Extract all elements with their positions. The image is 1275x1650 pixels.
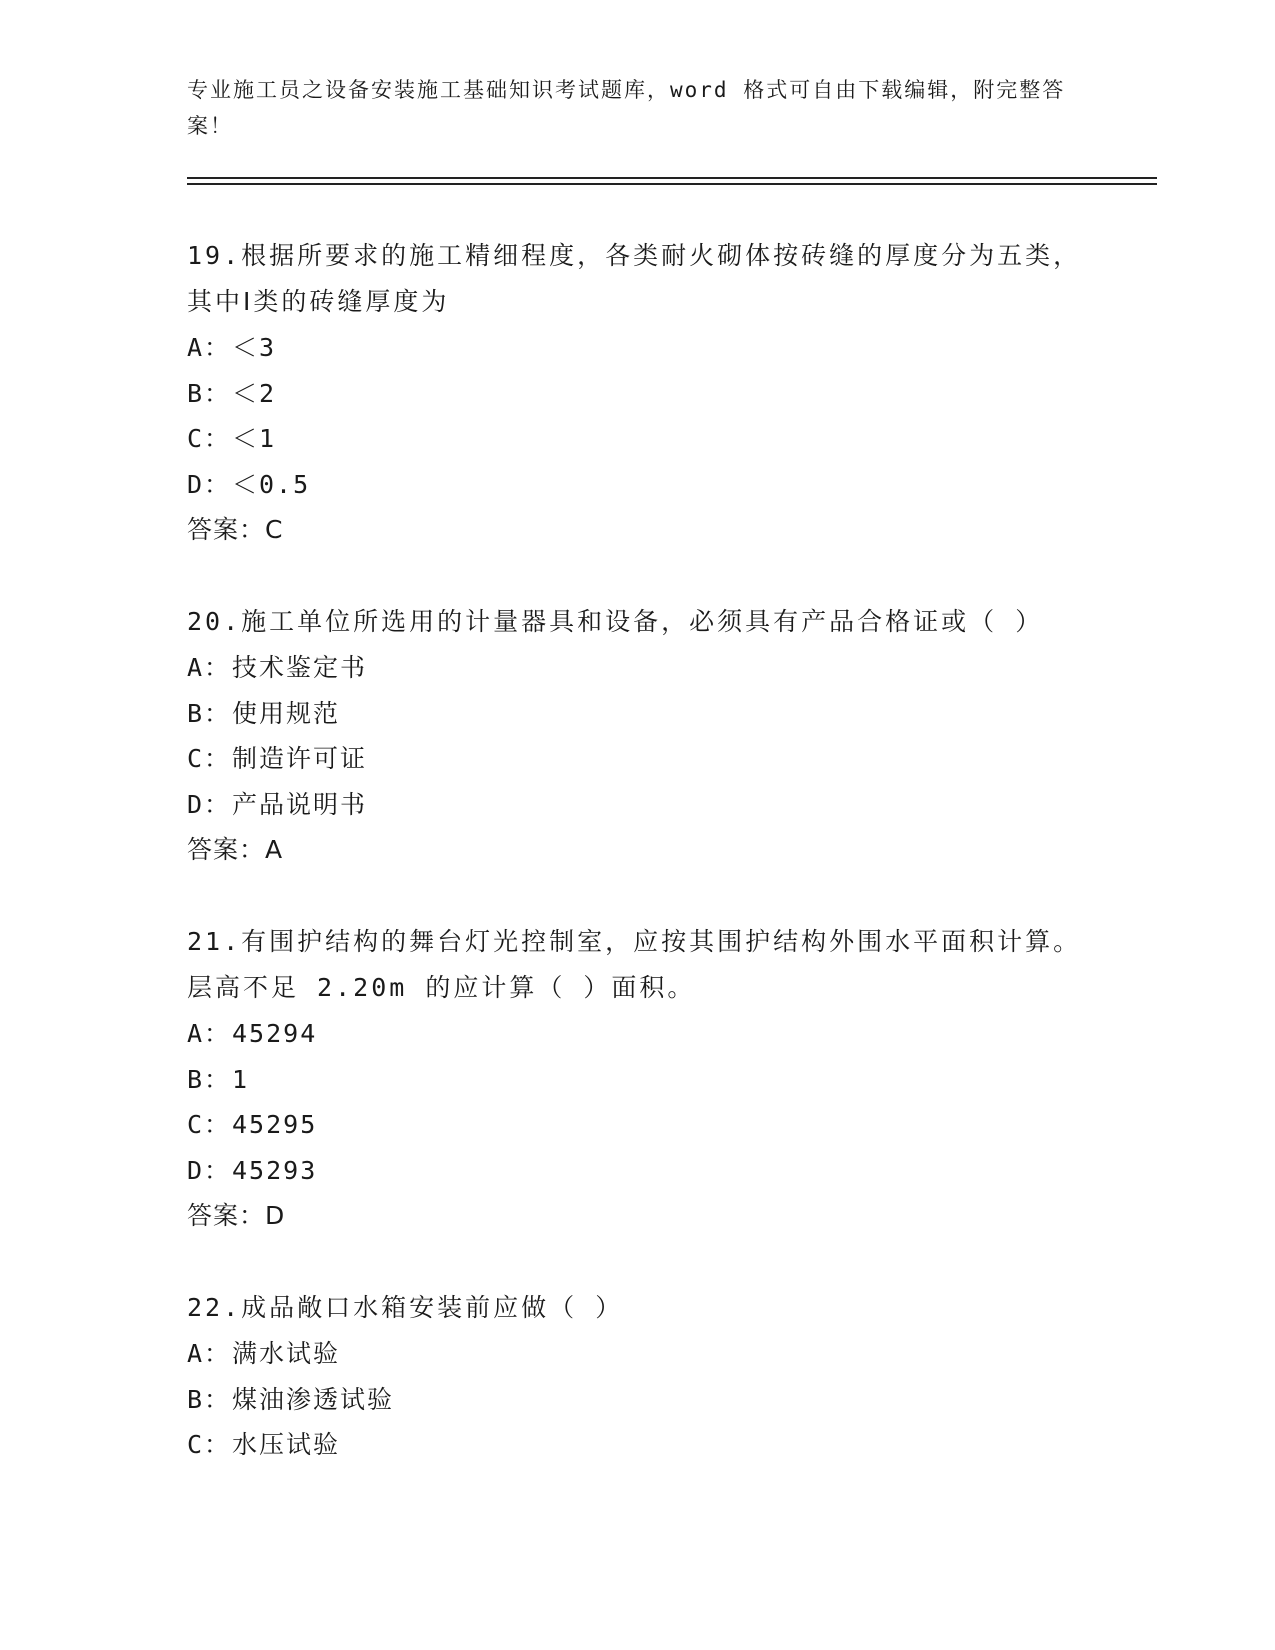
option-text: 产品说明书 bbox=[232, 789, 368, 819]
question-number: 19. bbox=[187, 241, 242, 270]
question-body: 施工单位所选用的计量器具和设备，必须具有产品合格证或（ ） bbox=[241, 607, 1044, 636]
option-text: 45293 bbox=[232, 1155, 318, 1185]
question-text bbox=[187, 1285, 1087, 1331]
option-text: ＜1 bbox=[232, 424, 277, 453]
option-text: 制造许可证 bbox=[232, 744, 368, 773]
answer-line: 答案：D bbox=[187, 1201, 286, 1230]
question-number: 22. bbox=[187, 1293, 242, 1322]
question-body: 成品敞口水箱安装前应做（ ） bbox=[241, 1293, 624, 1322]
option-d bbox=[187, 462, 1087, 508]
option-key: B： bbox=[187, 1384, 232, 1414]
answer-line: 答案：C bbox=[187, 515, 284, 544]
question-text bbox=[187, 233, 1087, 325]
option-key: D： bbox=[187, 1155, 232, 1185]
document-header: 专业施工员之设备安装施工基础知识考试题库，word 格式可自由下载编辑，附完整答案！ bbox=[187, 78, 1066, 138]
option-text: ＜3 bbox=[232, 333, 277, 362]
header-divider-top bbox=[187, 177, 1157, 179]
question-text bbox=[187, 599, 1087, 645]
option-a bbox=[187, 645, 1087, 691]
option-key: C： bbox=[187, 744, 232, 773]
option-text: 技术鉴定书 bbox=[232, 653, 368, 682]
option-text: 满水试验 bbox=[232, 1339, 341, 1368]
option-text: 45295 bbox=[232, 1110, 318, 1139]
option-b bbox=[187, 691, 1087, 737]
option-key: A： bbox=[187, 653, 232, 682]
question-number: 20. bbox=[187, 607, 242, 636]
question-body: 有围护结构的舞台灯光控制室，应按其围护结构外围水平面积计算。层高不足 2.20m 的应计算（ ）面积。 bbox=[187, 927, 1082, 1002]
option-key: D： bbox=[187, 469, 232, 499]
option-b bbox=[187, 1377, 1087, 1423]
option-c bbox=[187, 1102, 1087, 1148]
option-key: C： bbox=[187, 424, 232, 453]
question-number: 21. bbox=[187, 927, 242, 956]
option-key: B： bbox=[187, 378, 232, 408]
option-key: C： bbox=[187, 1430, 232, 1459]
answer-line: 答案：A bbox=[187, 835, 284, 864]
option-c bbox=[187, 1422, 1087, 1468]
option-b bbox=[187, 371, 1087, 417]
option-key: B： bbox=[187, 698, 232, 728]
question-21 bbox=[187, 919, 1087, 1239]
option-d bbox=[187, 782, 1087, 828]
option-d bbox=[187, 1148, 1087, 1194]
question-body: 根据所要求的施工精细程度，各类耐火砌体按砖缝的厚度分为五类，其中Ⅰ类的砖缝厚度为 bbox=[187, 241, 1082, 316]
option-key: A： bbox=[187, 1019, 232, 1048]
option-a bbox=[187, 1331, 1087, 1377]
option-text: 煤油渗透试验 bbox=[232, 1384, 395, 1414]
option-text: 45294 bbox=[232, 1019, 318, 1048]
option-key: B： bbox=[187, 1064, 232, 1094]
header-divider-bottom bbox=[187, 183, 1157, 185]
option-text: ＜2 bbox=[232, 378, 277, 408]
option-b bbox=[187, 1057, 1087, 1103]
question-22 bbox=[187, 1285, 1087, 1468]
option-a bbox=[187, 325, 1087, 371]
option-c bbox=[187, 736, 1087, 782]
option-text: ＜0.5 bbox=[232, 469, 311, 499]
option-text: 使用规范 bbox=[232, 698, 341, 728]
option-a bbox=[187, 1011, 1087, 1057]
question-text bbox=[187, 919, 1087, 1011]
question-19 bbox=[187, 233, 1087, 553]
option-key: A： bbox=[187, 1339, 232, 1368]
option-key: C： bbox=[187, 1110, 232, 1139]
option-key: D： bbox=[187, 789, 232, 819]
option-text: 1 bbox=[232, 1064, 250, 1094]
option-text: 水压试验 bbox=[232, 1430, 341, 1459]
option-key: A： bbox=[187, 333, 232, 362]
question-20 bbox=[187, 599, 1087, 873]
option-c bbox=[187, 416, 1087, 462]
